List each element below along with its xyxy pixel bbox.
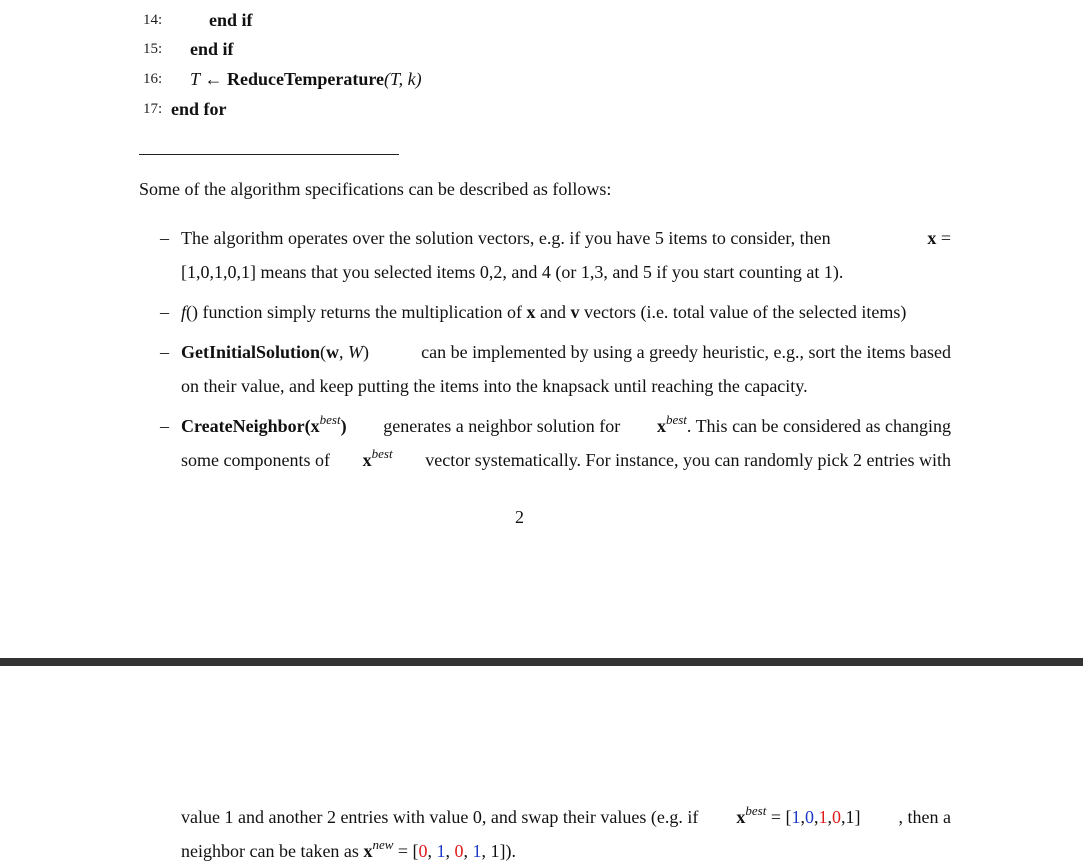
entry-red: 1: [818, 807, 828, 827]
continuation-text: neighbor can be taken as: [181, 841, 359, 861]
entry-blue: 1: [791, 807, 801, 827]
bullet-2-text: function simply returns the multiplication of: [202, 302, 522, 322]
vector-x: x: [310, 416, 320, 436]
comma: ,: [445, 841, 455, 861]
vector-v: v: [570, 302, 580, 322]
bullet-4-line-2-text: some components of: [181, 450, 330, 470]
algorithm-line-15: end if: [190, 39, 234, 59]
vector-tail: , 1]: [481, 841, 506, 861]
paren-open: (: [304, 416, 311, 436]
algorithm-line-16: [190, 69, 422, 90]
vector-x: x: [736, 807, 746, 827]
bullet-2-text-end: vectors (i.e. total value of the selected items): [583, 302, 907, 322]
comma: ,: [427, 841, 437, 861]
comma: ,: [813, 807, 819, 827]
bullet-2-and: and: [539, 302, 566, 322]
entry-red: 0: [454, 841, 464, 861]
entry-blue: 1: [436, 841, 446, 861]
create-neighbor-func: CreateNeighbor: [181, 416, 305, 436]
entry-red: 0: [831, 807, 841, 827]
bullet-1-text: The algorithm operates over the solution vectors, e.g. if you have 5 items to consider, then: [181, 228, 831, 248]
reduce-temperature-args: (T, k): [384, 69, 422, 89]
continuation-text-end: , then a: [898, 807, 951, 827]
equals-bracket: = [: [770, 807, 792, 827]
vector-x: x: [526, 302, 536, 322]
reduce-temperature-func: ReduceTemperature: [227, 69, 384, 89]
vector-w: w: [326, 342, 340, 362]
continuation-text: value 1 and another 2 entries with value 0, and swap their values (e.g. if: [181, 807, 699, 827]
temperature-var: T: [190, 69, 201, 89]
get-initial-solution-func: GetInitialSolution: [181, 342, 321, 362]
comma: ,: [800, 807, 805, 827]
vector-x: x: [362, 450, 372, 470]
algorithm-line-17: end for: [171, 99, 227, 119]
comma: ,: [827, 807, 832, 827]
bullet-1-line-1: [181, 228, 951, 249]
algorithm-end-rule: [139, 154, 399, 155]
comma: ,: [339, 342, 344, 362]
comma: ,: [463, 841, 473, 861]
page-number: 2: [515, 507, 524, 527]
superscript-best: best: [665, 412, 687, 427]
bullet-3-line-1: [181, 342, 951, 363]
bullet-4-line-2: [181, 446, 951, 471]
entry-blue: 0: [804, 807, 814, 827]
line-number-14: 14:: [143, 12, 163, 28]
line-number-16: 16:: [143, 71, 163, 87]
function-f-parens: (): [186, 302, 199, 322]
vector-x: x: [927, 228, 937, 248]
bullet-4-line-2-text-end: vector systematically. For instance, you can randomly pick 2 entries with: [425, 450, 951, 470]
continuation-line-2: [181, 837, 517, 862]
bullet-marker: –: [160, 342, 169, 362]
bullet-4-text: generates a neighbor solution for: [383, 416, 621, 436]
paren-open: (: [320, 342, 327, 362]
bullet-marker: –: [160, 302, 169, 322]
superscript-new: new: [372, 837, 394, 852]
bullet-3-text: can be implemented by using a greedy heuristic, e.g., sort the items based: [421, 342, 951, 362]
vector-tail: ,1]: [840, 807, 861, 827]
function-f: f: [181, 302, 187, 322]
equals-sign: =: [940, 228, 951, 248]
paren-close: ): [363, 342, 370, 362]
superscript-best: best: [319, 412, 341, 427]
bullet-3-line-2: on their value, and keep putting the items into the knapsack until reaching the capacity.: [181, 376, 808, 396]
bullet-marker: –: [160, 416, 169, 436]
intro-paragraph: Some of the algorithm specifications can be described as follows:: [139, 179, 612, 199]
equals-bracket: = [: [397, 841, 419, 861]
continuation-line-1: [181, 803, 951, 828]
vector-x: x: [363, 841, 373, 861]
page-separator: [0, 658, 1083, 666]
bullet-2-line-1: [181, 302, 951, 323]
line-number-15: 15:: [143, 41, 163, 57]
bullet-marker: –: [160, 228, 169, 248]
capacity-W: W: [348, 342, 364, 362]
bullet-4-text-end: . This can be considered as changing: [686, 416, 951, 436]
assign-arrow: ←: [204, 69, 223, 89]
continuation-text-end: ).: [505, 841, 517, 861]
line-number-17: 17:: [143, 101, 163, 117]
entry-blue: 1: [472, 841, 482, 861]
bullet-4-line-1: [181, 412, 951, 437]
vector-x: x: [656, 416, 666, 436]
superscript-best: best: [371, 446, 393, 461]
paren-close: ): [340, 416, 347, 436]
bullet-1-line-2: [1,0,1,0,1] means that you selected items 0,2, and 4 (or 1,3, and 5 if you start counting at 1).: [181, 262, 844, 282]
superscript-best: best: [745, 803, 767, 818]
entry-red: 0: [418, 841, 428, 861]
algorithm-line-14: end if: [209, 10, 253, 30]
